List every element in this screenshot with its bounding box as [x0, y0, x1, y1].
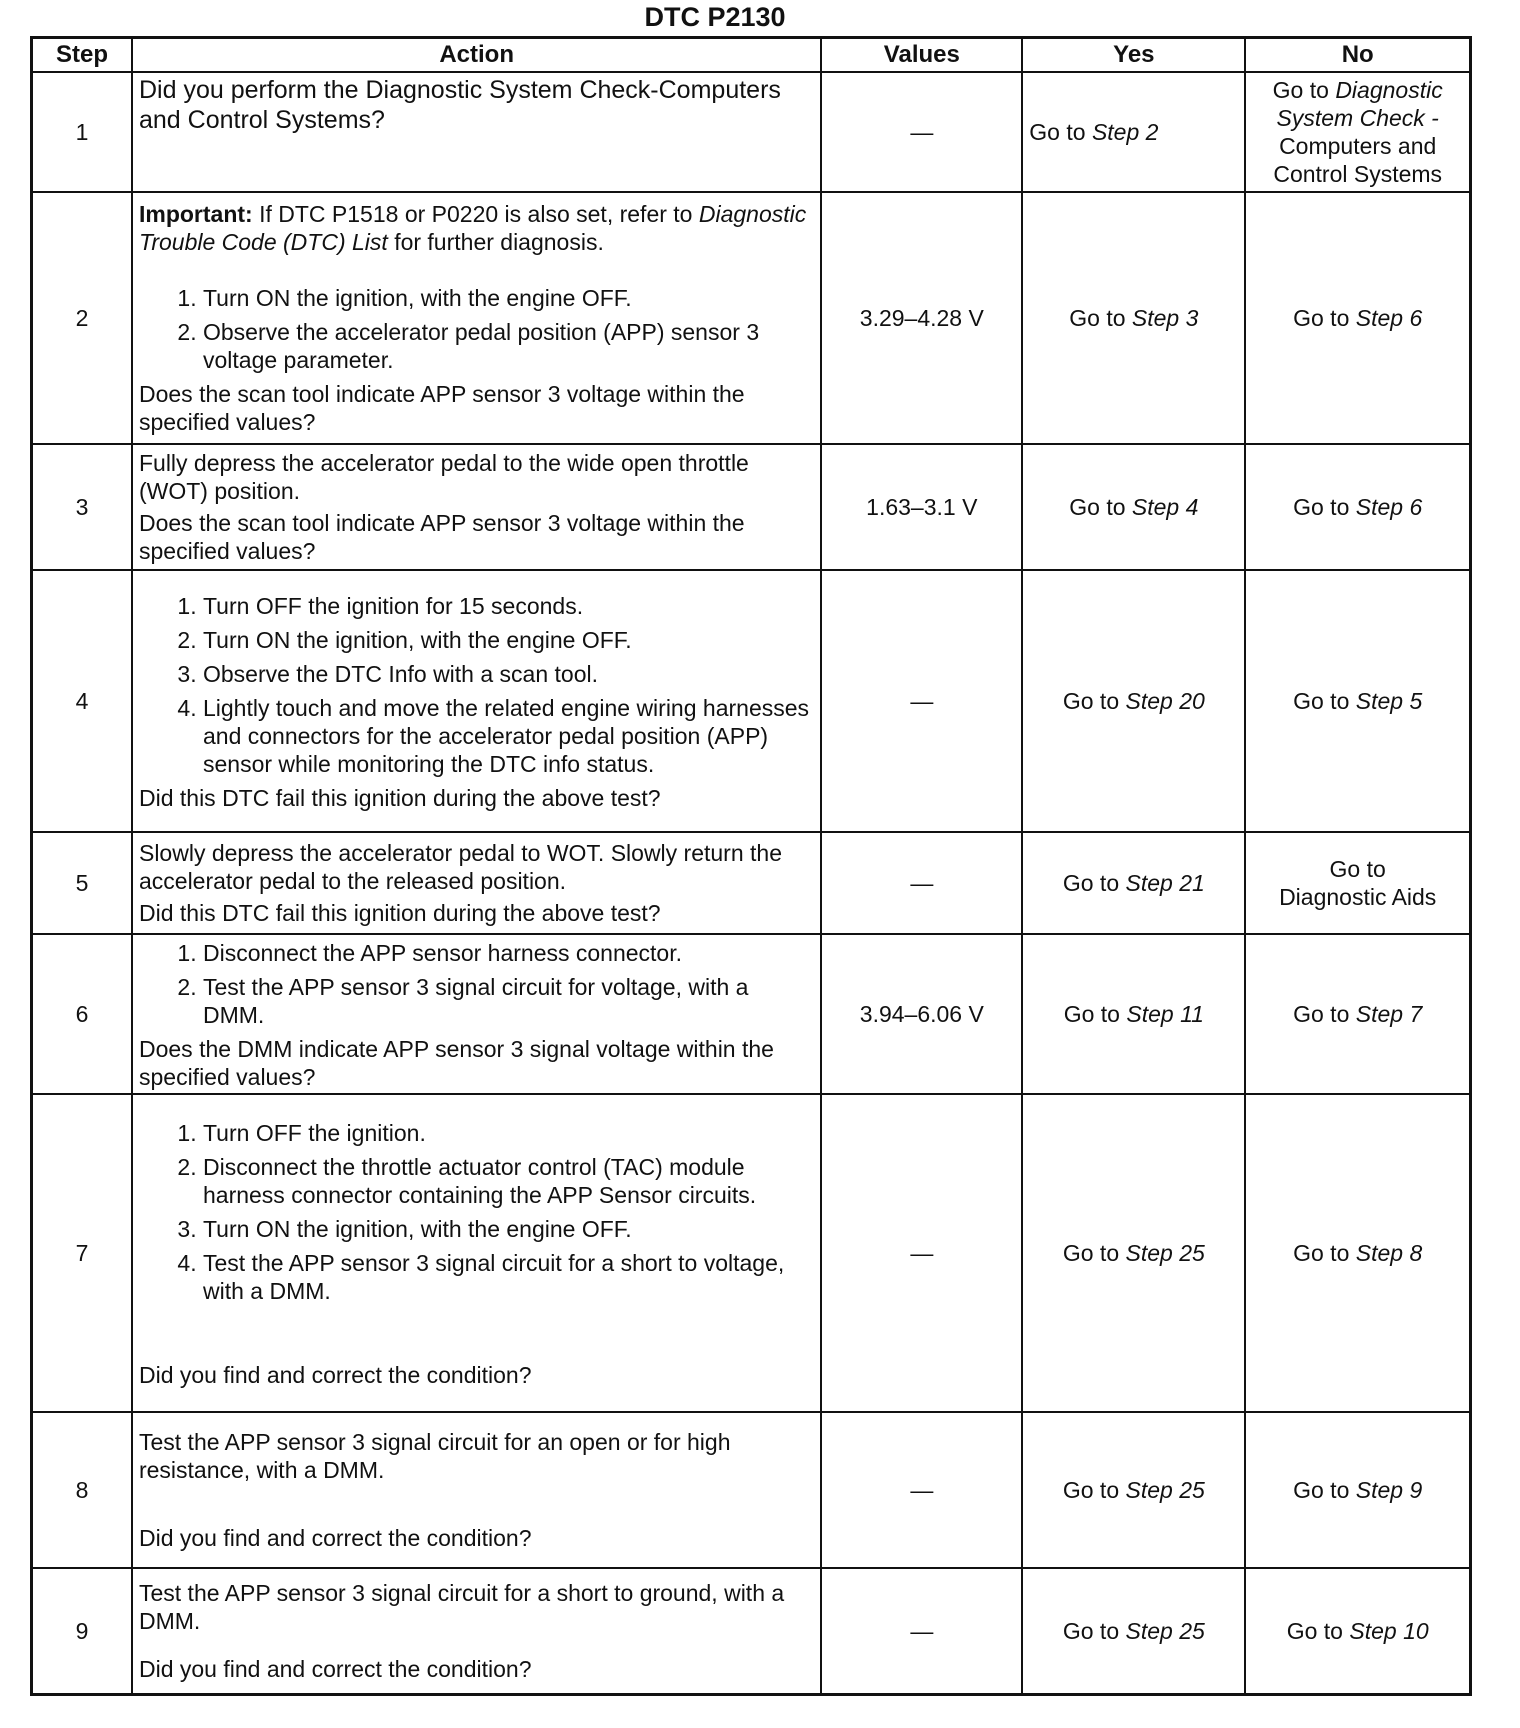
procedure-item: 1. Disconnect the APP sensor harness connector.	[203, 939, 814, 967]
no-cell[interactable]	[1245, 72, 1470, 192]
action-question: Did this DTC fail this ignition during the above test?	[138, 900, 661, 926]
yes-link[interactable]: Step 20	[1125, 688, 1205, 714]
yes-prefix: Go to	[1062, 688, 1120, 714]
no-link[interactable]: Step 6	[1355, 494, 1423, 520]
action-question: Does the DMM indicate APP sensor 3 signal voltage within the specified values?	[138, 1036, 774, 1090]
yes-cell[interactable]	[1022, 570, 1245, 832]
table-row	[32, 934, 1471, 1094]
table-row	[32, 444, 1471, 570]
procedure-item: 3. Observe the DTC Info with a scan tool.	[203, 660, 814, 688]
yes-prefix: Go to	[1029, 119, 1086, 145]
header-values: Values	[821, 38, 1022, 73]
yes-prefix: Go to	[1069, 494, 1126, 520]
action-cell	[132, 1094, 821, 1412]
no-link[interactable]: Step 5	[1355, 688, 1423, 714]
yes-cell[interactable]	[1022, 1412, 1245, 1568]
action-question: Did you find and correct the condition?	[138, 1655, 532, 1682]
action-text: Fully depress the accelerator pedal to the wide open throttle (WOT) position.	[138, 450, 749, 504]
table-row	[32, 1094, 1471, 1412]
procedure-item: 1. Turn OFF the ignition for 15 seconds.	[203, 592, 814, 620]
value-cell: 3.94–6.06 V	[821, 934, 1022, 1094]
yes-prefix: Go to	[1062, 870, 1120, 896]
procedure-item: 2. Turn ON the ignition, with the engine OFF.	[203, 626, 814, 654]
table-row	[32, 832, 1471, 934]
action-question: Did this DTC fail this ignition during the above test?	[138, 785, 661, 811]
no-link[interactable]: Step 7	[1355, 1001, 1423, 1027]
procedure-list	[139, 1119, 814, 1305]
action-question: Did you perform the Diagnostic System Check-Computers and Control Systems?	[138, 76, 781, 134]
yes-link[interactable]: Step 25	[1125, 1477, 1205, 1503]
action-cell	[132, 192, 821, 444]
yes-cell[interactable]	[1022, 444, 1245, 570]
yes-cell[interactable]	[1022, 1094, 1245, 1412]
value-cell: —	[821, 832, 1022, 934]
procedure-item: 2. Test the APP sensor 3 signal circuit for voltage, with a DMM.	[203, 973, 814, 1029]
action-question: Does the scan tool indicate APP sensor 3 voltage within the specified values?	[138, 510, 745, 564]
yes-cell[interactable]	[1022, 1568, 1245, 1694]
action-cell	[132, 72, 821, 192]
action-cell	[132, 444, 821, 570]
action-cell	[132, 934, 821, 1094]
no-cell[interactable]	[1245, 1094, 1470, 1412]
header-yes: Yes	[1022, 38, 1245, 73]
procedure-item: 1. Turn OFF the ignition.	[203, 1119, 814, 1147]
value-cell: —	[821, 570, 1022, 832]
no-link[interactable]: Step 10	[1349, 1617, 1429, 1644]
no-prefix: Go to	[1329, 856, 1386, 882]
no-link[interactable]: Diagnostic Aids	[1279, 884, 1437, 910]
procedure-list	[139, 592, 814, 778]
yes-link[interactable]: Step 4	[1131, 494, 1199, 520]
no-cell[interactable]	[1245, 934, 1470, 1094]
yes-prefix: Go to	[1062, 1477, 1120, 1503]
diagnostic-table	[30, 36, 1472, 1696]
no-cell[interactable]	[1245, 832, 1470, 934]
action-cell	[132, 570, 821, 832]
yes-link[interactable]: Step 3	[1131, 305, 1199, 331]
no-link[interactable]: Step 6	[1355, 305, 1423, 331]
value-cell: —	[821, 72, 1022, 192]
no-prefix: Go to	[1286, 1617, 1343, 1644]
step-number: 6	[32, 934, 132, 1094]
no-link[interactable]: Diagnostic System Check -	[1276, 77, 1443, 131]
no-link-rest[interactable]: Computers and Control Systems	[1273, 133, 1443, 187]
yes-link[interactable]: Step 11	[1126, 1001, 1204, 1027]
value-cell: —	[821, 1568, 1022, 1694]
step-number: 2	[32, 192, 132, 444]
no-link[interactable]: Step 8	[1355, 1240, 1423, 1266]
page-title: DTC P2130	[644, 2, 786, 32]
action-text: Test the APP sensor 3 signal circuit for an open or for high resistance, with a DMM.	[138, 1429, 731, 1483]
action-text: Test the APP sensor 3 signal circuit for a short to ground, with a DMM.	[138, 1579, 785, 1634]
yes-prefix: Go to	[1063, 1001, 1120, 1027]
no-cell[interactable]	[1245, 1568, 1470, 1694]
header-row	[32, 38, 1471, 73]
action-cell	[132, 832, 821, 934]
step-number: 8	[32, 1412, 132, 1568]
yes-cell[interactable]	[1022, 832, 1245, 934]
no-prefix: Go to	[1272, 77, 1329, 103]
table-row	[32, 192, 1471, 444]
value-cell: —	[821, 1094, 1022, 1412]
action-text: Slowly depress the accelerator pedal to WOT. Slowly return the accelerator pedal to the released position.	[138, 840, 782, 894]
no-prefix: Go to	[1293, 1001, 1350, 1027]
step-number: 9	[32, 1568, 132, 1694]
table-row	[32, 1412, 1471, 1568]
header-action: Action	[132, 38, 821, 73]
procedure-item: 1. Turn ON the ignition, with the engine OFF.	[203, 284, 814, 312]
dtc-list-link[interactable]: Diagnostic Trouble Code (DTC) List	[138, 201, 807, 255]
yes-link[interactable]: Step 2	[1091, 119, 1159, 145]
action-question: Does the scan tool indicate APP sensor 3 voltage within the specified values?	[138, 381, 745, 435]
value-cell: 3.29–4.28 V	[821, 192, 1022, 444]
value-cell: —	[821, 1412, 1022, 1568]
procedure-item: 2. Observe the accelerator pedal position (APP) sensor 3 voltage parameter.	[203, 318, 814, 374]
yes-cell[interactable]	[1022, 192, 1245, 444]
yes-link[interactable]: Step 21	[1125, 870, 1205, 896]
table-row	[32, 570, 1471, 832]
step-number: 4	[32, 570, 132, 832]
no-prefix: Go to	[1293, 494, 1350, 520]
action-question: Did you find and correct the condition?	[138, 1525, 532, 1551]
step-number: 1	[32, 72, 132, 192]
no-prefix: Go to	[1293, 305, 1350, 331]
step-number: 3	[32, 444, 132, 570]
no-cell[interactable]	[1245, 1412, 1470, 1568]
yes-prefix: Go to	[1062, 1240, 1120, 1266]
no-link[interactable]: Step 9	[1355, 1477, 1423, 1503]
step-number: 5	[32, 832, 132, 934]
value-cell: 1.63–3.1 V	[821, 444, 1022, 570]
no-cell[interactable]	[1245, 444, 1470, 570]
action-cell	[132, 1568, 821, 1694]
no-cell[interactable]	[1245, 192, 1470, 444]
header-step: Step	[32, 38, 132, 73]
step-number: 7	[32, 1094, 132, 1412]
procedure-item: 4. Test the APP sensor 3 signal circuit for a short to voltage, with a DMM.	[203, 1249, 814, 1305]
table-row	[32, 72, 1471, 192]
important-label: Important:	[138, 201, 253, 227]
table-row	[32, 1568, 1471, 1694]
yes-cell[interactable]	[1022, 934, 1245, 1094]
important-tail: for further diagnosis.	[394, 229, 604, 255]
action-question: Did you find and correct the condition?	[138, 1362, 532, 1388]
no-prefix: Go to	[1293, 688, 1350, 714]
yes-link[interactable]: Step 25	[1125, 1617, 1205, 1644]
important-note	[139, 200, 814, 256]
yes-link[interactable]: Step 25	[1125, 1240, 1205, 1266]
procedure-list	[139, 939, 814, 1029]
procedure-item: 4. Lightly touch and move the related engine wiring harnesses and connectors for the accelerator pedal position (APP) sensor while monitoring the DTC info status.	[203, 694, 814, 778]
procedure-item: 2. Disconnect the throttle actuator control (TAC) module harness connector containing the APP Sensor circuits.	[203, 1153, 814, 1209]
important-text: If DTC P1518 or P0220 is also set, refer to	[259, 201, 693, 227]
action-cell	[132, 1412, 821, 1568]
procedure-item: 3. Turn ON the ignition, with the engine OFF.	[203, 1215, 814, 1243]
procedure-list	[139, 284, 814, 374]
no-cell[interactable]	[1245, 570, 1470, 832]
yes-cell[interactable]	[1022, 72, 1245, 192]
yes-prefix: Go to	[1069, 305, 1126, 331]
no-prefix: Go to	[1293, 1240, 1350, 1266]
header-no: No	[1245, 38, 1470, 73]
yes-prefix: Go to	[1062, 1617, 1120, 1644]
no-prefix: Go to	[1293, 1477, 1350, 1503]
